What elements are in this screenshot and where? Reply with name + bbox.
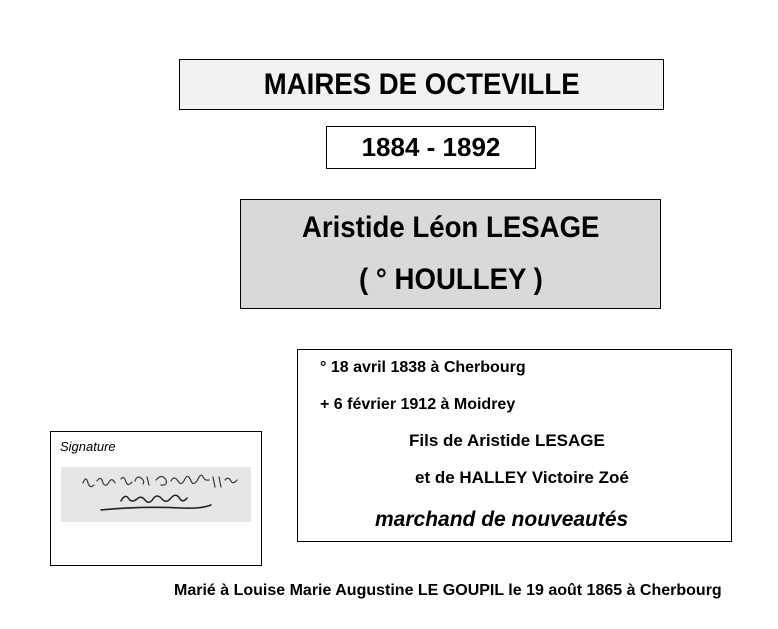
- signature-image: [61, 467, 251, 522]
- mayor-name: Aristide Léon LESAGE: [301, 211, 600, 244]
- marriage-info: Marié à Louise Marie Augustine LE GOUPIL le 19 août 1865 à Cherbourg: [174, 582, 722, 599]
- signature-label: Signature: [60, 439, 116, 454]
- details-box: [297, 349, 732, 542]
- title-box: [179, 59, 664, 110]
- mayor-name-box: [240, 199, 661, 309]
- mayor-origin: ( ° HOULLEY ): [358, 263, 543, 296]
- signature-box: [50, 431, 262, 566]
- death-info: + 6 février 1912 à Moidrey: [320, 396, 516, 413]
- handwritten-signature-icon: [61, 467, 251, 522]
- birth-info: ° 18 avril 1838 à Cherbourg: [320, 359, 526, 376]
- father-info: Fils de Aristide LESAGE: [409, 431, 605, 450]
- mother-info: et de HALLEY Victoire Zoé: [415, 468, 629, 487]
- term-years: 1884 - 1892: [361, 132, 501, 162]
- page-title: MAIRES DE OCTEVILLE: [263, 67, 580, 101]
- years-box: [326, 126, 536, 169]
- occupation: marchand de nouveautés: [375, 508, 629, 531]
